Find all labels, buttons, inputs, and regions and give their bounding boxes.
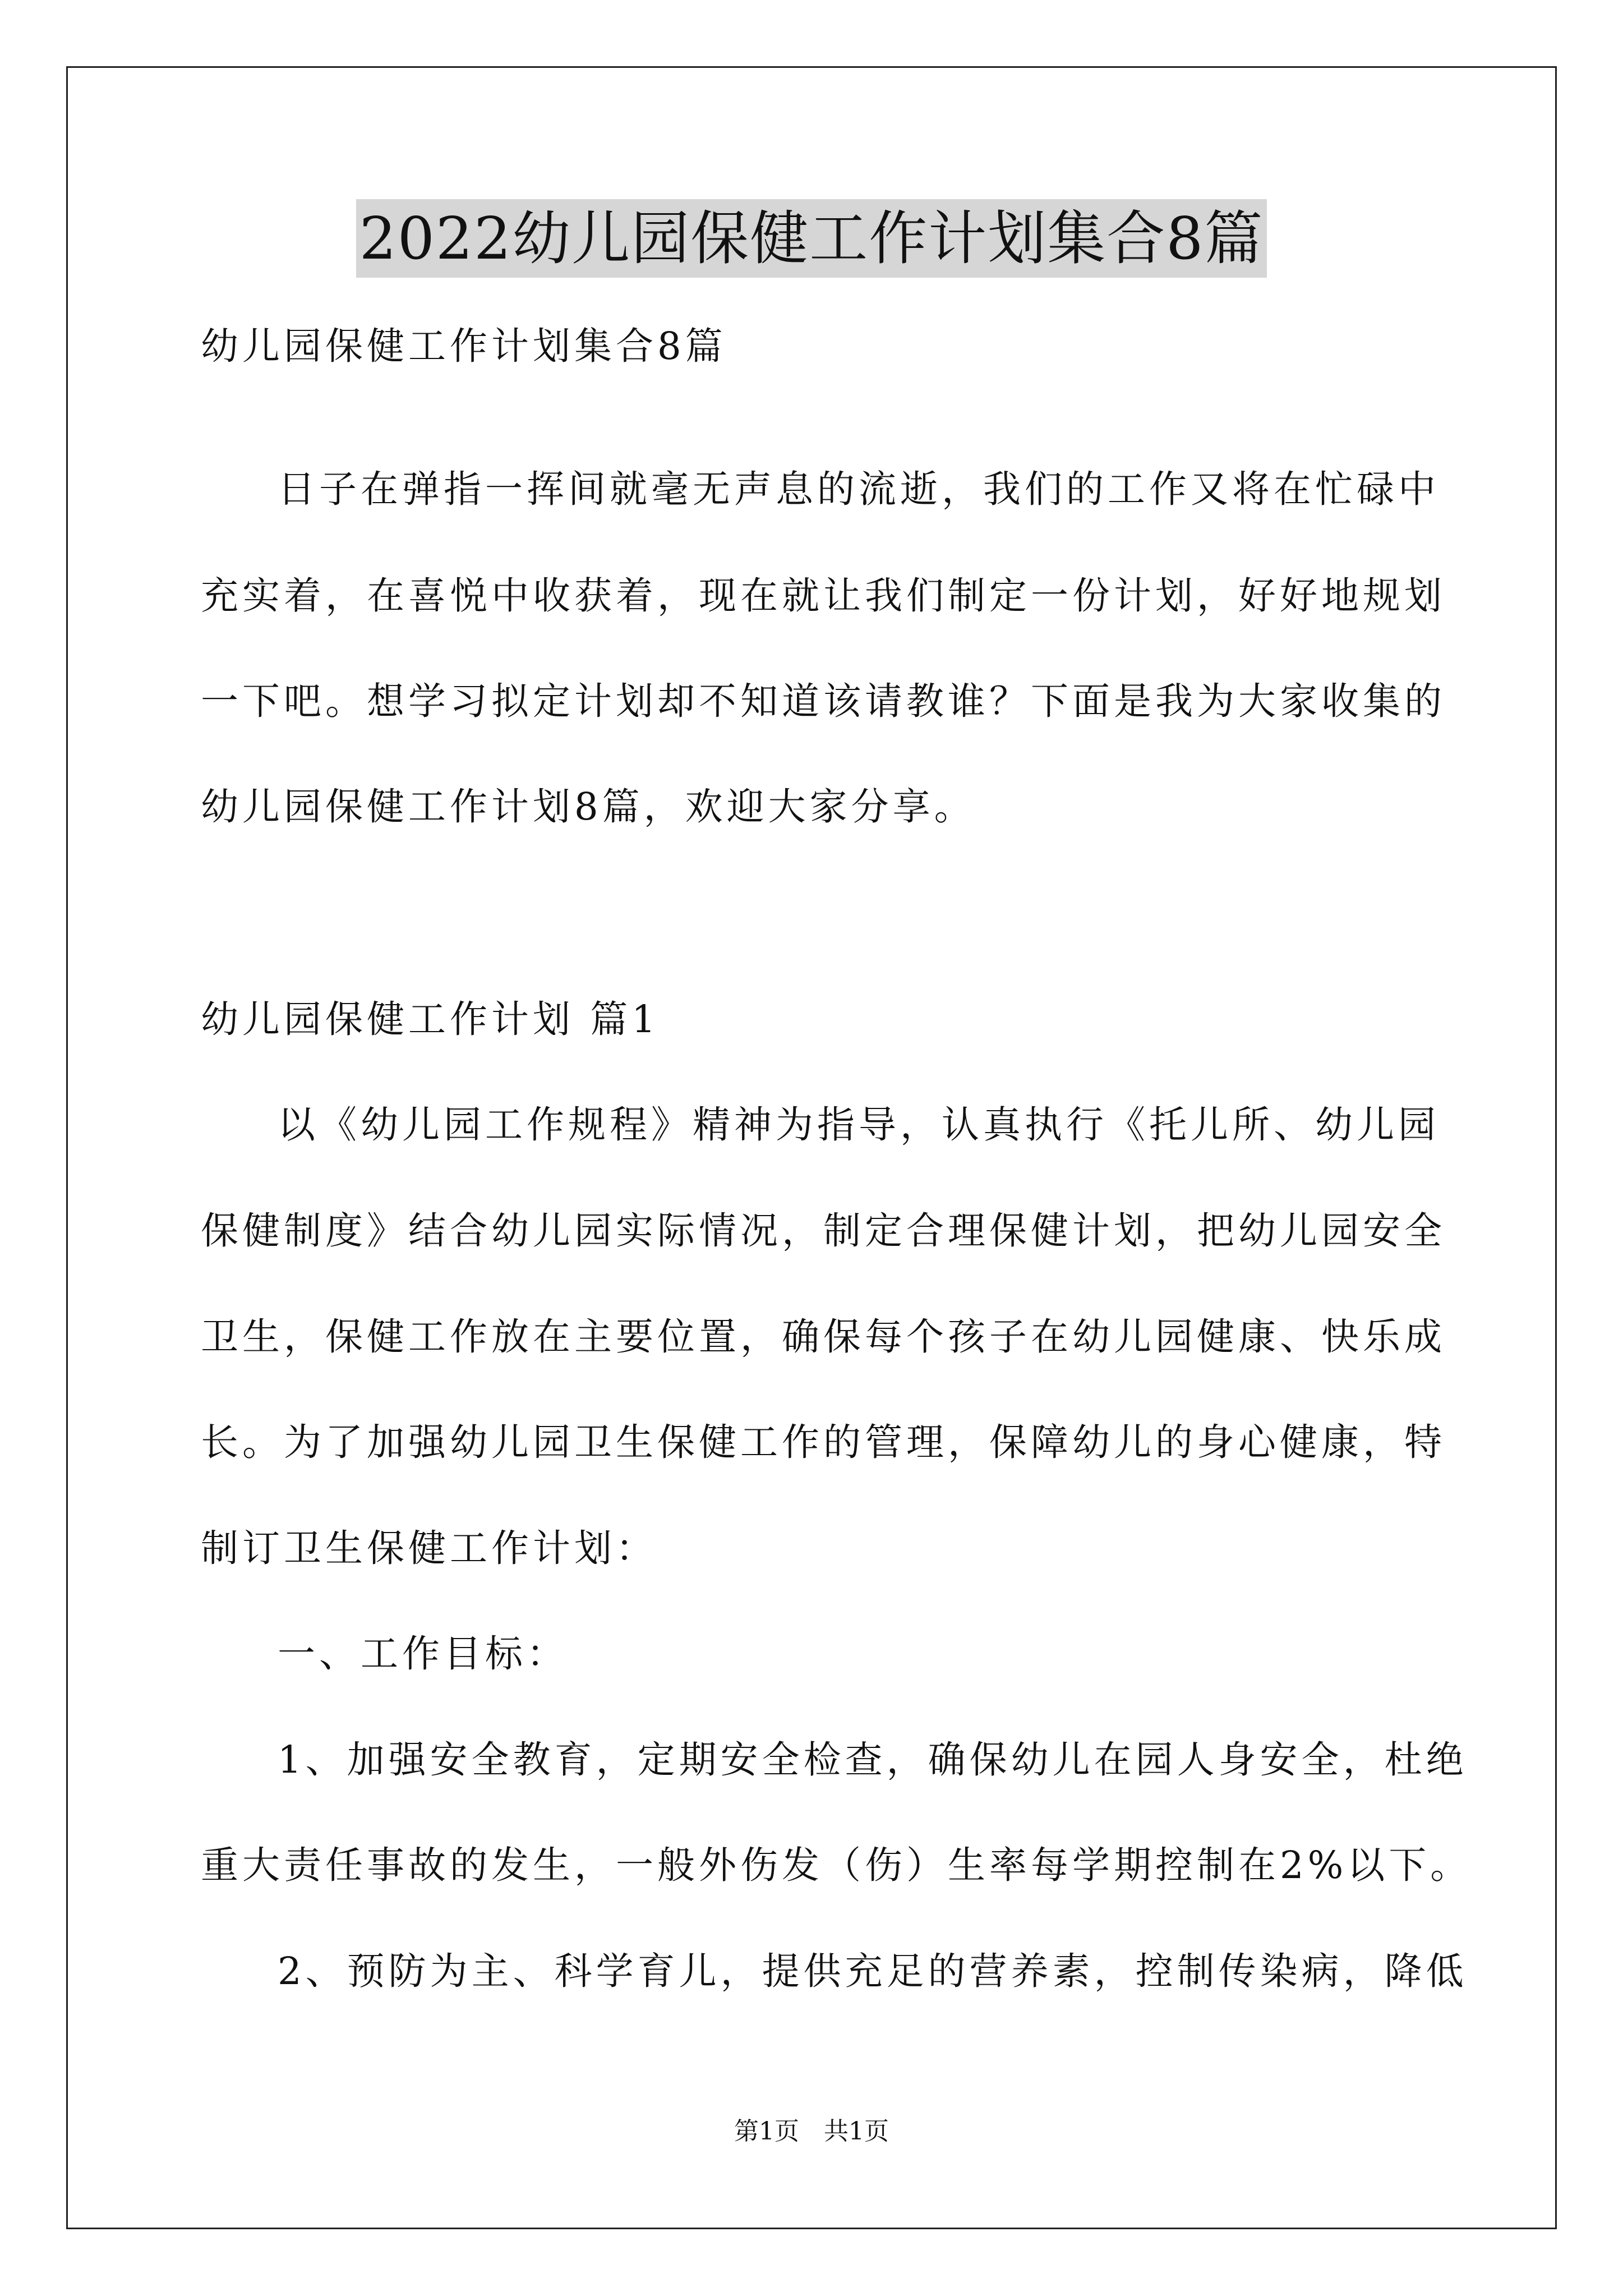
body-line: 幼儿园保健工作计划8篇，欢迎大家分享。 [201,785,976,829]
body-line: 以《幼儿园工作规程》精神为指导，认真执行《托儿所、幼儿园 [278,1103,1440,1147]
page-total: 共1页 [824,2117,889,2146]
page-footer [0,2115,1623,2148]
title-container [0,199,1623,278]
section-heading: 幼儿园保健工作计划 篇1 [201,997,660,1041]
body-line: 充实着，在喜悦中收获着，现在就让我们制定一份计划，好好地规划 [201,574,1446,618]
body-line: 日子在弹指一挥间就毫无声息的流逝，我们的工作又将在忙碌中 [278,467,1440,511]
list-heading: 一、工作目标： [278,1632,568,1676]
list-item: 1、加强安全教育，定期安全检查，确保幼儿在园人身安全，杜绝 [278,1738,1468,1782]
list-item: 重大责任事故的发生，一般外伤发（伤）生率每学期控制在2%以下。 [201,1843,1472,1887]
document-title: 2022幼儿园保健工作计划集合8篇 [356,199,1267,278]
body-line: 一下吧。想学习拟定计划却不知道该请教谁？下面是我为大家收集的 [201,679,1446,723]
list-item: 2、预防为主、科学育儿，提供充足的营养素，控制传染病，降低 [278,1949,1468,1993]
body-line: 长。为了加强幼儿园卫生保健工作的管理，保障幼儿的身心健康，特 [201,1420,1446,1464]
body-line: 制订卫生保健工作计划： [201,1526,657,1570]
page-number: 第1页 [734,2117,799,2146]
body-line: 保健制度》结合幼儿园实际情况，制定合理保健计划，把幼儿园安全 [201,1209,1446,1253]
subtitle-line: 幼儿园保健工作计划集合8篇 [201,324,727,368]
body-line: 卫生，保健工作放在主要位置，确保每个孩子在幼儿园健康、快乐成 [201,1315,1446,1359]
